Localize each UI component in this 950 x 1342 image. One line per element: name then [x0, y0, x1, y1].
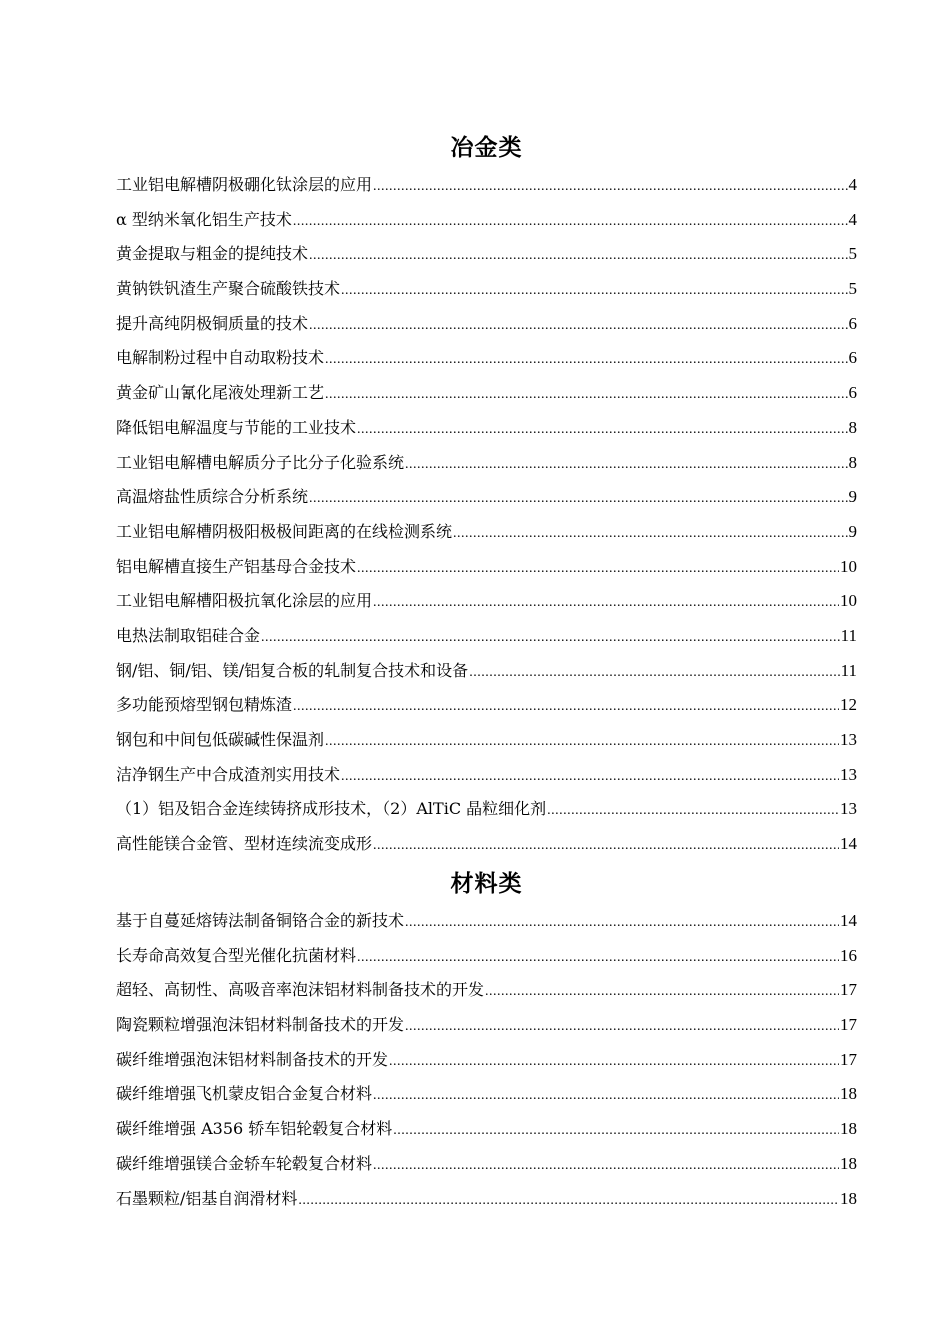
- dot-leader: [261, 621, 840, 656]
- toc-entry[interactable]: [116, 654, 857, 689]
- toc-entry-page-number: 8: [848, 452, 857, 472]
- toc-entry[interactable]: [116, 341, 857, 376]
- section-title: 材料类: [450, 871, 523, 897]
- toc-entry[interactable]: [116, 1043, 857, 1078]
- toc-entry-title: 多功能预熔型钢包精炼渣: [116, 695, 293, 715]
- toc-entry-page-number: 14: [840, 911, 857, 930]
- toc-entry[interactable]: [116, 1182, 857, 1217]
- toc-entry-title: 超轻、高韧性、高吸音率泡沫铝材料制备技术的开发: [116, 980, 485, 1000]
- toc-entry-page-number: 4: [848, 175, 857, 194]
- toc-entry[interactable]: [116, 939, 857, 974]
- toc-entry-title: 工业铝电解槽电解质分子比分子化验系统: [116, 452, 405, 472]
- dot-leader: [309, 309, 847, 344]
- toc-entry-title: 基于自蔓延熔铸法制备铜铬合金的新技术: [116, 911, 405, 930]
- dot-leader: [325, 378, 847, 413]
- toc-entry[interactable]: [116, 272, 857, 307]
- toc-entry-page-number: 5: [848, 279, 857, 299]
- toc-entry-page-number: 10: [840, 591, 857, 611]
- toc-entry-page-number: 13: [840, 764, 857, 784]
- toc-entry-page-number: 13: [840, 799, 857, 819]
- toc-entry-title: 碳纤维增强 A356 轿车铝轮毂复合材料: [116, 1119, 393, 1139]
- toc-entry-page-number: 14: [840, 834, 857, 854]
- toc-entry-page-number: 6: [848, 348, 857, 368]
- toc-entry[interactable]: [116, 792, 857, 827]
- toc-entry-page-number: 6: [848, 313, 857, 333]
- toc-entry-page-number: 5: [848, 244, 857, 264]
- dot-leader: [405, 1010, 839, 1045]
- dot-leader: [341, 274, 847, 309]
- toc-entry[interactable]: [116, 411, 857, 446]
- toc-entry-title: 黄金矿山氰化尾液处理新工艺: [116, 383, 325, 403]
- toc-entry[interactable]: [116, 827, 857, 862]
- toc-entry[interactable]: [116, 1008, 857, 1043]
- toc-entry-page-number: 16: [840, 945, 857, 965]
- toc-entry-page-number: 18: [840, 1084, 857, 1104]
- toc-entry-page-number: 18: [840, 1188, 857, 1208]
- toc-entry[interactable]: [116, 1077, 857, 1112]
- dot-leader: [373, 170, 847, 205]
- toc-entry-page-number: 17: [840, 1015, 857, 1035]
- dot-leader: [325, 343, 847, 378]
- dot-leader: [373, 1149, 839, 1184]
- toc-entry-title: 黄金提取与粗金的提纯技术: [116, 244, 309, 264]
- toc-entry-title: 陶瓷颗粒增强泡沫铝材料制备技术的开发: [116, 1015, 405, 1035]
- toc-entry[interactable]: [116, 973, 857, 1008]
- section-title: 冶金类: [450, 135, 523, 161]
- dot-leader: [293, 205, 848, 240]
- toc-entry[interactable]: [116, 688, 857, 723]
- dot-leader: [469, 656, 839, 691]
- toc-entry[interactable]: [116, 515, 857, 550]
- toc-entry[interactable]: [116, 237, 857, 272]
- dot-leader: [453, 517, 847, 552]
- toc-entry-page-number: 9: [848, 521, 857, 541]
- toc-entry[interactable]: [116, 1147, 857, 1182]
- toc-entry-page-number: 12: [840, 695, 857, 715]
- dot-leader: [293, 690, 839, 725]
- toc-entry-title: 黄钠铁钒渣生产聚合硫酸铁技术: [116, 279, 341, 299]
- dot-leader: [405, 448, 847, 483]
- toc-entry[interactable]: [116, 550, 857, 585]
- toc-entry[interactable]: [116, 203, 857, 238]
- dot-leader: [309, 482, 847, 517]
- toc-entry-title: 钢/铝、铜/铝、镁/铝复合板的轧制复合技术和设备: [116, 660, 469, 680]
- toc-entry-title: 洁净钢生产中合成渣剂实用技术: [116, 764, 341, 784]
- toc-entry-title: 工业铝电解槽阳极抗氧化涂层的应用: [116, 591, 373, 611]
- dot-leader: [485, 975, 839, 1010]
- dot-leader: [325, 725, 839, 760]
- toc-entry[interactable]: [116, 480, 857, 515]
- toc-list: [116, 168, 857, 862]
- toc-entry[interactable]: [116, 1112, 857, 1147]
- toc-entry[interactable]: [116, 168, 857, 203]
- toc-entry-title: 钢包和中间包低碳碱性保温剂: [116, 730, 325, 749]
- toc-entry[interactable]: [116, 619, 857, 654]
- toc-entry-page-number: 6: [848, 383, 857, 403]
- toc-entry-page-number: 17: [840, 1049, 857, 1069]
- toc-entry-title: 提升高纯阴极铜质量的技术: [116, 313, 309, 333]
- dot-leader: [373, 586, 839, 621]
- dot-leader: [309, 239, 847, 274]
- toc-entry-title: 降低铝电解温度与节能的工业技术: [116, 417, 357, 437]
- toc-entry-page-number: 11: [840, 625, 857, 645]
- toc-entry-title: 长寿命高效复合型光催化抗菌材料: [116, 945, 357, 965]
- toc-entry[interactable]: [116, 904, 857, 939]
- toc-entry[interactable]: [116, 307, 857, 342]
- toc-entry-page-number: 11: [840, 660, 857, 680]
- toc-entry-title: 高性能镁合金管、型材连续流变成形: [116, 834, 373, 854]
- toc-entry-title: 工业铝电解槽阴极阳极极间距离的在线检测系统: [116, 521, 453, 541]
- dot-leader: [393, 1114, 839, 1149]
- toc-section-materials: [116, 864, 857, 1216]
- toc-entry-page-number: 9: [848, 487, 857, 507]
- toc-entry-title: 高温熔盐性质综合分析系统: [116, 487, 309, 507]
- toc-entry[interactable]: [116, 446, 857, 481]
- toc-entry[interactable]: [116, 723, 857, 758]
- toc-entry-title: 碳纤维增强镁合金轿车轮毂复合材料: [116, 1153, 373, 1173]
- dot-leader: [298, 1184, 839, 1219]
- toc-entry-page-number: 8: [848, 417, 857, 437]
- dot-leader: [373, 829, 839, 864]
- toc-entry-title: 碳纤维增强飞机蒙皮铝合金复合材料: [116, 1084, 373, 1104]
- dot-leader: [357, 941, 839, 976]
- toc-entry-title: α 型纳米氧化铝生产技术: [116, 209, 292, 229]
- dot-leader: [547, 794, 839, 829]
- toc-entry-page-number: 4: [848, 209, 857, 229]
- dot-leader: [373, 1079, 839, 1114]
- toc-entry-page-number: 17: [840, 980, 857, 1000]
- dot-leader: [357, 413, 847, 448]
- toc-entry-title: 铝电解槽直接生产铝基母合金技术: [116, 556, 357, 576]
- toc-entry[interactable]: [116, 758, 857, 793]
- dot-leader: [405, 906, 839, 941]
- toc-entry-title: 工业铝电解槽阴极硼化钛涂层的应用: [116, 175, 373, 194]
- toc-entry-page-number: 18: [840, 1119, 857, 1139]
- toc-entry-title: 石墨颗粒/铝基自润滑材料: [116, 1188, 298, 1208]
- dot-leader: [341, 760, 839, 795]
- toc-list: [116, 904, 857, 1216]
- dot-leader: [357, 552, 839, 587]
- toc-entry-title: （1）铝及铝合金连续铸挤成形技术，（2）AlTiC 晶粒细化剂: [116, 799, 547, 819]
- dot-leader: [389, 1045, 839, 1080]
- toc-entry-title: 电解制粉过程中自动取粉技术: [116, 348, 325, 368]
- toc-entry[interactable]: [116, 584, 857, 619]
- toc-entry-page-number: 10: [840, 556, 857, 576]
- toc-entry-page-number: 13: [840, 730, 857, 749]
- toc-entry[interactable]: [116, 376, 857, 411]
- toc-entry-page-number: 18: [840, 1153, 857, 1173]
- toc-entry-title: 电热法制取铝硅合金: [116, 625, 261, 645]
- toc-section-metallurgy: [116, 128, 857, 862]
- toc-entry-title: 碳纤维增强泡沫铝材料制备技术的开发: [116, 1049, 389, 1069]
